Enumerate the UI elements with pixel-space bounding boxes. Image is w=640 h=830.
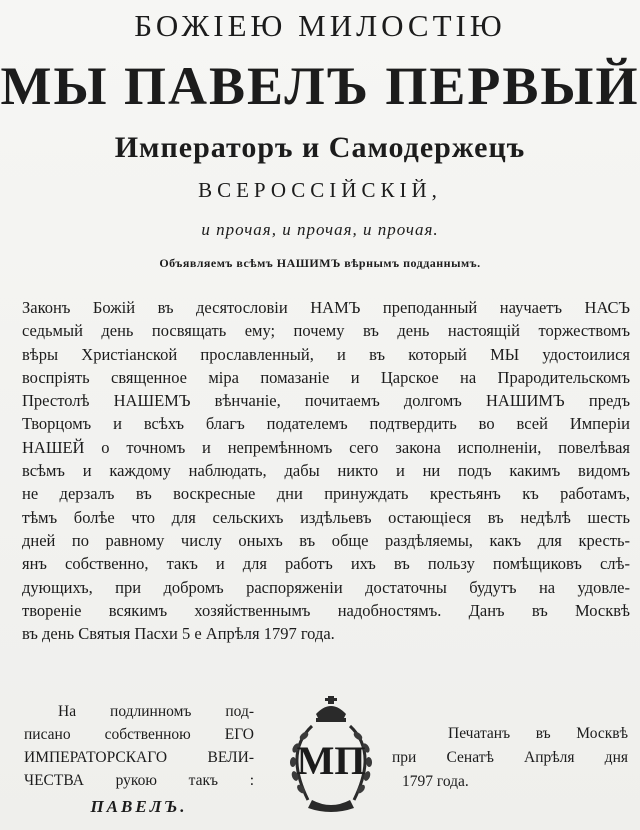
signature-note-line: ИМПЕРАТОРСКАГО ВЕЛИ- — [24, 749, 254, 766]
body-line: НАШЕЙ о точномъ и непремѣнномъ сего закона исполненіи, повелѣвая — [22, 437, 630, 457]
body-line: вѣры Христіанской прославленный, и въ который МЫ удостоилися — [22, 344, 630, 364]
emperor-name-heading: МЫ ПАВЕЛЪ ПЕРВЫЙ — [0, 56, 640, 116]
body-line: седьмый день посвящать ему; почему въ день настоящій торжествомъ — [22, 321, 630, 341]
signature-note-line: писано собственною ЕГО — [24, 726, 254, 743]
body-line: Творцомъ и всѣхъ благъ подателемъ подтвердить во всей Имперіи — [22, 414, 630, 434]
body-line: янъ собственно, такъ и для работъ ихъ въ пользу помѣщиковъ слѣ- — [22, 554, 630, 574]
signature-name: ПАВЕЛЪ. — [90, 797, 188, 816]
body-line: дней по равному числу оныхъ въ обще раздѣляемы, какъ для кресть- — [22, 530, 630, 550]
body-line: не дерзалъ въ воскресные дни принуждать крестьянъ къ работамъ, — [22, 484, 630, 504]
body-line: всѣмъ и каждому наблюдать, дабы никто и ни подъ какимъ видомъ — [22, 461, 630, 481]
by-grace-heading: БОЖІЕЮ МИЛОСТІЮ — [134, 8, 506, 43]
body-line: дующихъ, при добромъ распоряженіи достаточны будутъ на удовле- — [22, 577, 630, 597]
all-russian-heading: ВСЕРОССІЙСКІЙ, — [198, 178, 442, 202]
printing-note — [392, 722, 628, 794]
body-line: Законъ Божій въ десятословіи НАМЪ преподанный научаетъ НАСЪ — [22, 298, 630, 317]
signature-note-line: На подлинномъ под- — [58, 703, 254, 720]
body-line-date: въ день Святыя Пасхи 5 е Апрѣля 1797 года. — [22, 624, 335, 644]
body-line: Престолѣ НАШЕМЪ вѣнчаніе, почитаемъ долгомъ НАШИМЪ предъ — [22, 391, 630, 411]
printing-note-line: при Сенатѣ Апрѣля дня — [392, 749, 628, 766]
seal-monogram: МП — [296, 738, 366, 783]
signature-note-line: ЧЕСТВА рукою такъ : — [24, 772, 254, 789]
etc-line: и прочая, и прочая, и прочая. — [201, 220, 439, 239]
emperor-title-heading: Императоръ и Самодержецъ — [114, 131, 526, 164]
decree-body — [22, 296, 630, 645]
imperial-monogram-seal-icon — [272, 692, 390, 816]
signature-block — [24, 700, 254, 822]
body-line: твореніе всякимъ хозяйственнымъ надобностямъ. Данъ въ Москвѣ — [22, 600, 630, 620]
printing-note-line: Печатанъ въ Москвѣ — [448, 725, 628, 742]
body-line: воспріять священное міра помазаніе и Царское на Прародительскомъ — [22, 367, 630, 387]
body-line: тѣмъ болѣе что для сельскихъ издѣльевъ остающіеся въ недѣлѣ шесть — [22, 507, 630, 527]
printing-note-line: 1797 года. — [402, 773, 469, 790]
announcement-line: Объявляемъ всѣмъ НАШИМЪ вѣрнымъ подданнымъ. — [159, 256, 481, 270]
